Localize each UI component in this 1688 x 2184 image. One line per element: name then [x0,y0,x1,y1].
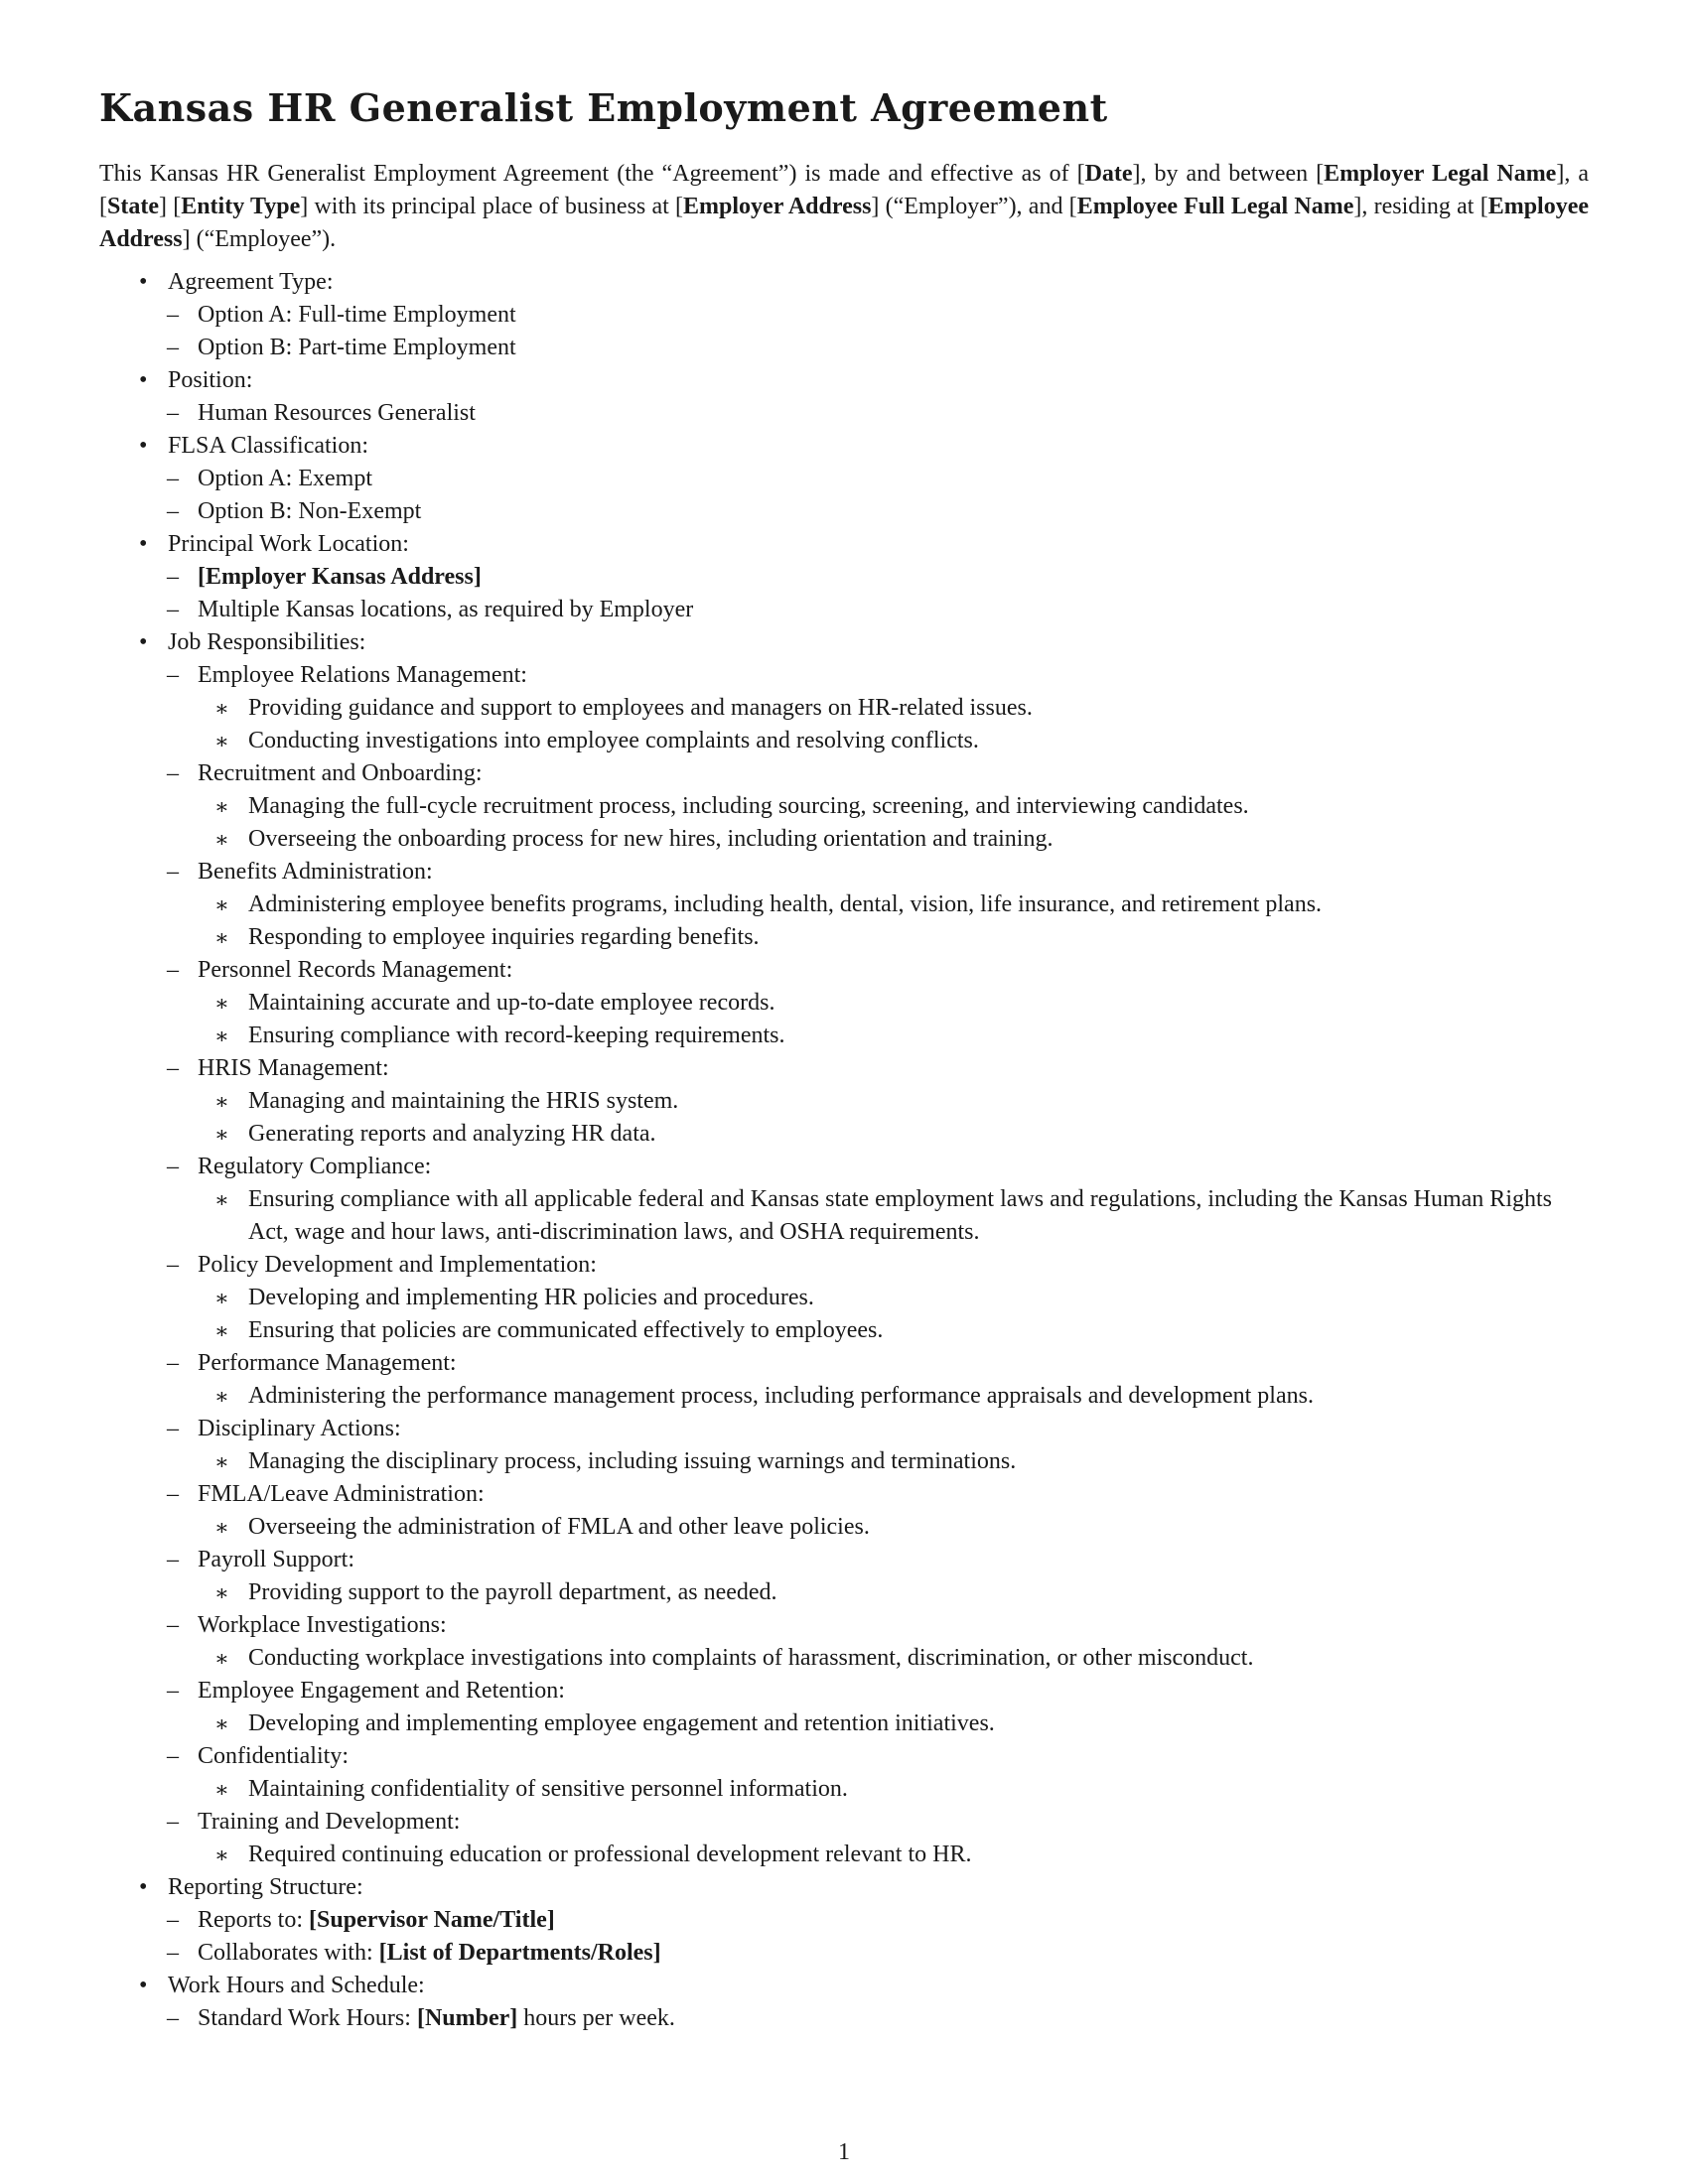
item-text: Overseeing the onboarding process for new hires, including orientation and training. [248,826,1054,852]
responsibility-group [161,1740,1589,1806]
intro-text: ] (“Employer”), and [ [871,194,1077,219]
group-label: Benefits Administration: [198,859,433,885]
star-marker: ∗ [214,1646,229,1671]
responsibility-item [192,790,1589,823]
responsibility-item [192,823,1589,856]
dash-marker: – [167,1055,179,1081]
responsibility-group [161,659,1589,757]
list-item [161,594,1589,626]
group-label: FMLA/Leave Administration: [198,1481,485,1507]
item-text: Ensuring that policies are communicated effectively to employees. [248,1317,884,1343]
star-marker: ∗ [214,1580,229,1605]
dash-marker: – [167,498,179,524]
responsibility-item [192,1773,1589,1806]
responsibility-item [192,1642,1589,1675]
star-marker: ∗ [214,1449,229,1474]
star-marker: ∗ [214,1122,229,1147]
responsibility-item [192,1707,1589,1740]
list-item: – Collaborates with: [List of Departments/Roles] [161,1937,1589,1970]
group-label: Disciplinary Actions: [198,1416,401,1441]
dash-marker: – [167,1154,179,1179]
responsibility-item [192,692,1589,725]
page-number: 1 [838,2139,850,2165]
bullet-marker: • [139,269,148,295]
group-label: Workplace Investigations: [198,1612,447,1638]
dash-marker: – [167,2005,179,2031]
dash-marker: – [167,760,179,786]
item-text: Ensuring compliance with all applicable federal and Kansas state employment laws and regulations, including the Kansas Human Rights Act, wage and hour laws, anti-discrimination laws, and OSHA requirements. [248,1186,1552,1245]
responsibility-item [192,1020,1589,1052]
intro-text: ], residing at [ [1353,194,1488,219]
star-marker: ∗ [214,991,229,1016]
section-flsa-classification [99,430,1589,528]
star-marker: ∗ [214,1286,229,1310]
responsibility-groups [161,659,1589,1871]
star-marker: ∗ [214,794,229,819]
intro-paragraph [99,158,1589,256]
dash-marker: – [167,400,179,426]
section-work-location [99,528,1589,626]
entity-type-placeholder: Entity Type [181,194,301,219]
star-marker: ∗ [214,1384,229,1409]
item-text: Ensuring compliance with record-keeping requirements. [248,1023,785,1048]
dash-marker: – [167,1678,179,1704]
item-text: Administering the performance management process, including performance appraisals and development plans. [248,1383,1314,1409]
responsibility-group [161,1609,1589,1675]
employer-legal-name-placeholder: Employer Legal Name [1324,161,1557,187]
dash-marker: – [167,466,179,491]
item-text: Managing and maintaining the HRIS system. [248,1088,679,1114]
list-item: – [Employer Kansas Address] [161,561,1589,594]
item-text: Providing support to the payroll department, as needed. [248,1579,777,1605]
item-text: Overseeing the administration of FMLA and other leave policies. [248,1514,870,1540]
item-text: Providing guidance and support to employees and managers on HR-related issues. [248,695,1033,721]
group-label: Employee Relations Management: [198,662,527,688]
intro-text: ] with its principal place of business at [ [300,194,684,219]
star-marker: ∗ [214,1089,229,1114]
responsibility-group [161,1347,1589,1413]
bullet-marker: • [139,531,148,557]
hours-number-placeholder: Number [424,2005,510,2031]
responsibility-group [161,757,1589,856]
star-marker: ∗ [214,1515,229,1540]
responsibility-item [192,1314,1589,1347]
list-item [161,299,1589,332]
responsibility-group [161,856,1589,954]
responsibility-item [192,1839,1589,1871]
item-text: Managing the disciplinary process, including issuing warnings and terminations. [248,1448,1017,1474]
section-label: Agreement Type: [168,269,334,295]
item-text: Maintaining confidentiality of sensitive personnel information. [248,1776,848,1802]
responsibility-item [192,921,1589,954]
state-placeholder: State [107,194,159,219]
item-text: Human Resources Generalist [198,400,476,426]
section-job-responsibilities [99,626,1589,1871]
dash-marker: – [167,1809,179,1835]
dash-marker: – [167,1940,179,1966]
star-marker: ∗ [214,827,229,852]
group-label: Training and Development: [198,1809,461,1835]
item-text: Collaborates with: [198,1940,379,1966]
bullet-marker: • [139,629,148,655]
star-marker: ∗ [214,1711,229,1736]
star-marker: ∗ [214,1187,229,1212]
list-item [161,463,1589,495]
section-work-hours [99,1970,1589,2035]
dash-marker: – [167,564,179,590]
item-text: Option B: Part-time Employment [198,335,516,360]
list-item [161,495,1589,528]
bullet-marker: • [139,433,148,459]
item-text: Option B: Non-Exempt [198,498,422,524]
item-text: Reports to: [198,1907,309,1933]
group-label: Performance Management: [198,1350,457,1376]
item-text: hours per week. [517,2005,675,2031]
intro-text: This Kansas HR Generalist Employment Agreement (the “Agreement”) is made and effective as of [ [99,161,1085,187]
responsibility-group [161,1806,1589,1871]
intro-text: ] [ [158,194,182,219]
item-text: Maintaining accurate and up-to-date employee records. [248,990,775,1016]
item-text: Responding to employee inquiries regarding benefits. [248,924,760,950]
responsibility-item [192,1183,1589,1249]
dash-marker: – [167,1481,179,1507]
item-text: Option A: Exempt [198,466,372,491]
group-label: Payroll Support: [198,1547,355,1572]
item-text: Generating reports and analyzing HR data. [248,1121,656,1147]
responsibility-item [192,987,1589,1020]
responsibility-item [192,1118,1589,1151]
dash-marker: – [167,1252,179,1278]
star-marker: ∗ [214,729,229,753]
bullet-marker: • [139,1973,148,1998]
dash-marker: – [167,957,179,983]
item-text: Conducting workplace investigations into complaints of harassment, discrimination, or other misconduct. [248,1645,1254,1671]
group-label: Personnel Records Management: [198,957,513,983]
item-text: Developing and implementing employee engagement and retention initiatives. [248,1710,995,1736]
dash-marker: – [167,302,179,328]
item-text: Multiple Kansas locations, as required by Employer [198,597,694,622]
item-text: Developing and implementing HR policies and procedures. [248,1285,814,1310]
group-label: Employee Engagement and Retention: [198,1678,565,1704]
list-item: – Reports to: [Supervisor Name/Title] [161,1904,1589,1937]
group-label: Confidentiality: [198,1743,349,1769]
item-text: Option A: Full-time Employment [198,302,516,328]
responsibility-group [161,1151,1589,1249]
document-page [99,85,1589,2035]
employer-address-placeholder: Employer Address [683,194,872,219]
star-marker: ∗ [214,1777,229,1802]
star-marker: ∗ [214,1024,229,1048]
star-marker: ∗ [214,925,229,950]
dash-marker: – [167,662,179,688]
responsibility-item [192,725,1589,757]
dash-marker: – [167,1907,179,1933]
kansas-address-placeholder: Employer Kansas Address [206,564,474,590]
list-item: – Standard Work Hours: [Number] hours per week. [161,2002,1589,2035]
responsibility-group [161,1413,1589,1478]
responsibility-item [192,888,1589,921]
responsibility-group [161,1052,1589,1151]
dash-marker: – [167,1743,179,1769]
section-label: Work Hours and Schedule: [168,1973,425,1998]
dash-marker: – [167,1416,179,1441]
responsibility-group [161,1544,1589,1609]
dash-marker: – [167,1547,179,1572]
agreement-terms-list [99,266,1589,2035]
responsibility-item [192,1576,1589,1609]
section-label: Reporting Structure: [168,1874,363,1900]
item-text: Managing the full-cycle recruitment process, including sourcing, screening, and interviewing candidates. [248,793,1249,819]
dash-marker: – [167,597,179,622]
responsibility-group [161,1478,1589,1544]
section-agreement-type [99,266,1589,364]
section-label: Principal Work Location: [168,531,409,557]
section-label: Job Responsibilities: [168,629,366,655]
item-text: Standard Work Hours: [198,2005,417,2031]
group-label: Recruitment and Onboarding: [198,760,483,786]
employee-name-placeholder: Employee Full Legal Name [1076,194,1354,219]
responsibility-group [161,1249,1589,1347]
list-item [161,332,1589,364]
supervisor-placeholder: Supervisor Name/Title [317,1907,547,1933]
dash-marker: – [167,1612,179,1638]
star-marker: ∗ [214,1318,229,1343]
dash-marker: – [167,335,179,360]
dash-marker: – [167,859,179,885]
star-marker: ∗ [214,892,229,917]
intro-text: ] (“Employee”). [182,226,337,252]
section-reporting-structure [99,1871,1589,1970]
group-label: Regulatory Compliance: [198,1154,432,1179]
document-title: Kansas HR Generalist Employment Agreement [99,85,1108,130]
dash-marker: – [167,1350,179,1376]
section-label: FLSA Classification: [168,433,369,459]
intro-text: ], a [ [99,161,1589,219]
date-placeholder: Date [1084,161,1133,187]
section-position [99,364,1589,430]
bullet-marker: • [139,1874,148,1900]
star-marker: ∗ [214,1843,229,1867]
bullet-marker: • [139,367,148,393]
responsibility-group [161,1675,1589,1740]
responsibility-item [192,1511,1589,1544]
responsibility-item [192,1282,1589,1314]
list-item [161,397,1589,430]
intro-text: ], by and between [ [1132,161,1325,187]
departments-placeholder: List of Departments/Roles [386,1940,653,1966]
group-label: HRIS Management: [198,1055,389,1081]
section-label: Position: [168,367,253,393]
item-text: Administering employee benefits programs, including health, dental, vision, life insurance, and retirement plans. [248,891,1323,917]
responsibility-group [161,954,1589,1052]
item-text: Required continuing education or professional development relevant to HR. [248,1842,972,1867]
responsibility-item [192,1085,1589,1118]
employee-address-placeholder: Employee Address [99,194,1590,252]
item-text: Conducting investigations into employee complaints and resolving conflicts. [248,728,979,753]
responsibility-item [192,1445,1589,1478]
star-marker: ∗ [214,696,229,721]
group-label: Policy Development and Implementation: [198,1252,597,1278]
responsibility-item [192,1380,1589,1413]
